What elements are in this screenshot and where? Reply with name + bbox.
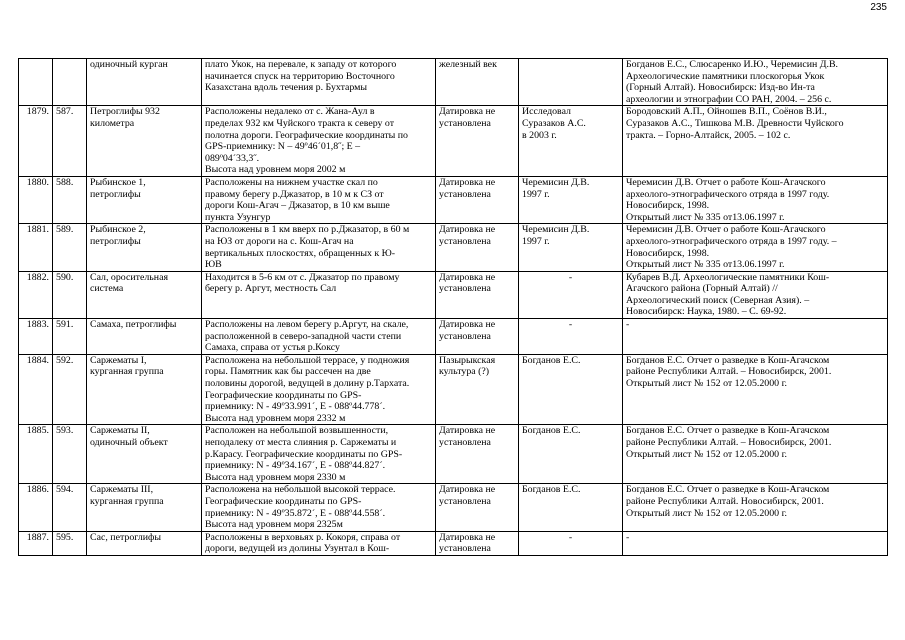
cell-text: 1886. — [26, 484, 49, 496]
cell-line: Расположены в 1 км вверх по р.Джазатор, в 60 м — [205, 224, 410, 236]
cell-line: Исследовал — [522, 106, 571, 118]
cell-text — [56, 59, 83, 71]
cell-line: Расположены на левом берегу р.Аргут, на скале, — [205, 319, 409, 331]
cell-line: археолого-этнографического отряда в 1997 году. – — [626, 235, 837, 247]
cell-text: 1880. — [26, 176, 49, 188]
cell-line: Суразаков А.С., Тишкова М.В. Древности Чуйского — [626, 117, 844, 129]
cell-line: Богданов Е.С. — [522, 354, 581, 366]
cell-line: Расположена на небольшой высокой террасе. — [205, 484, 396, 496]
cell-researcher — [519, 176, 623, 223]
table-row — [19, 106, 888, 177]
cell-dating — [436, 319, 519, 355]
cell-line: 1997 г. — [522, 235, 550, 247]
cell-line: Сас, петроглифы — [90, 531, 162, 543]
cell-monument-name — [87, 354, 202, 425]
cell-text: 590. — [56, 271, 74, 283]
cell-line: Расположена на небольшой террасе, у подножия — [205, 354, 410, 366]
cell-line: Новосибирск, 1998. — [626, 200, 710, 212]
cell-literature — [623, 176, 888, 223]
cell-line: Самаха, справа от устья р.Коксу — [205, 342, 340, 354]
cell-record-number — [19, 531, 53, 555]
cell-text: 592. — [56, 354, 74, 366]
cell-line: Черемисин Д.В. — [522, 224, 590, 236]
table-row — [19, 484, 888, 531]
cell-line: Высота над уровнем моря 2330 м — [205, 471, 346, 483]
cell-dating — [436, 176, 519, 223]
cell-line: Датировка не — [439, 176, 496, 188]
table-body — [19, 59, 888, 556]
cell-line: Высота над уровнем моря 2325м — [205, 519, 343, 531]
cell-monument-number — [53, 224, 87, 271]
table-row — [19, 354, 888, 425]
cell-line: 1997 г. — [522, 188, 550, 200]
cell-researcher — [519, 484, 623, 531]
cell-researcher — [519, 59, 623, 106]
cell-literature — [623, 224, 888, 271]
cell-text: 1879. — [26, 106, 49, 118]
cell-line: районе Республики Алтай. Новосибирск, 2001. — [626, 495, 824, 507]
cell-line: дороги Кош-Агач – Джазатор, в 10 км выше — [205, 200, 390, 212]
cell-line: дороги, ведущей из долины Узунтал в Кош- — [205, 543, 390, 555]
cell-line: Кубарев В.Д. Археологические памятники Кош- — [626, 271, 830, 283]
cell-researcher — [519, 425, 623, 484]
cell-line: GPS-приемнику: N – 49º46´01,8˝; E – — [205, 141, 361, 153]
cell-line: Расположены недалеко от с. Жана-Аул в — [205, 106, 375, 118]
cell-dating — [436, 271, 519, 318]
cell-line: археолого-этнографического отряда в 1997 году. — [626, 188, 830, 200]
cell-monument-name — [87, 271, 202, 318]
cell-record-number — [19, 484, 53, 531]
cell-line: половины дорогой, ведущей в долину р.Тархата. — [205, 378, 410, 390]
cell-line: Географические координаты по GPS- — [205, 389, 362, 401]
cell-line: культура (?) — [439, 366, 490, 378]
cell-researcher — [519, 106, 623, 177]
cell-line: одиночный курган — [90, 59, 168, 70]
cell-line: Расположены в верховьях р. Кокоря, справа от — [205, 531, 401, 543]
cell-text: 594. — [56, 484, 74, 496]
cell-text: 595. — [56, 531, 74, 543]
cell-line: одиночный объект — [90, 437, 168, 448]
cell-line: курганная группа — [90, 366, 164, 378]
cell-text: 593. — [56, 425, 74, 437]
cell-line: (Горный Алтай). Новосибирск: Изд-во Ин-та — [626, 82, 815, 94]
cell-line: петроглифы — [90, 188, 141, 200]
cell-monument-number — [53, 271, 87, 318]
cell-line: неподалеку от места слияния р. Саржематы и — [205, 437, 397, 448]
cell-line: установлена — [439, 188, 491, 200]
cell-line: Датировка не — [439, 425, 496, 437]
cell-location — [202, 484, 436, 531]
cell-location — [202, 271, 436, 318]
cell-dating — [436, 224, 519, 271]
cell-researcher — [519, 271, 623, 318]
cell-monument-name — [87, 176, 202, 223]
cell-line: приемнику: N - 49º34.167´, E - 088º44.827´. — [205, 460, 386, 472]
cell-monument-name — [87, 531, 202, 555]
cell-line: Географические координаты по GPS- — [205, 495, 362, 507]
cell-record-number — [19, 106, 53, 177]
cell-line: Рыбинское 2, — [90, 224, 146, 236]
cell-record-number — [19, 425, 53, 484]
cell-line: Саржематы II, — [90, 425, 150, 437]
cell-text: 1885. — [26, 425, 49, 437]
cell-literature — [623, 319, 888, 355]
cell-text: 589. — [56, 224, 74, 236]
cell-monument-number — [53, 484, 87, 531]
cell-line: Новосибирск: Наука, 1980. – С. 69-92. — [626, 306, 787, 318]
cell-line: Богданов Е.С. — [522, 425, 581, 437]
cell-line: Археологический поиск (Северная Азия). – — [626, 294, 810, 306]
table-row — [19, 425, 888, 484]
cell-line: Бородовский А.П., Ойношев В.П., Соёнов В.И., — [626, 106, 827, 118]
cell-literature — [623, 271, 888, 318]
cell-line: Расположен на небольшой возвышенности, — [205, 425, 389, 437]
cell-record-number — [19, 59, 53, 106]
cell-line: Открытый лист № 335 от13.06.1997 г. — [626, 259, 785, 271]
cell-dating — [436, 59, 519, 106]
table-row — [19, 319, 888, 355]
cell-line: Петроглифы 932 — [90, 106, 160, 118]
cell-line: Рыбинское 1, — [90, 176, 146, 188]
cell-line: на ЮЗ от дороги на с. Кош-Агач на — [205, 235, 354, 247]
cell-line: приемнику: N - 49º33.991´, E - 088º44.778´. — [205, 401, 386, 413]
cell-line: в 2003 г. — [522, 129, 557, 141]
cell-monument-name — [87, 224, 202, 271]
cell-location — [202, 531, 436, 555]
cell-literature — [623, 106, 888, 177]
cell-line: Агачского района (Горный Алтай) // — [626, 283, 778, 295]
table-row — [19, 59, 888, 106]
cell-literature — [623, 425, 888, 484]
cell-line: тракта. – Горно-Алтайск, 2005. – 102 с. — [626, 129, 791, 141]
cell-record-number — [19, 354, 53, 425]
cell-monument-number — [53, 59, 87, 106]
cell-monument-name — [87, 484, 202, 531]
cell-monument-name — [87, 59, 202, 106]
cell-monument-number — [53, 106, 87, 177]
cell-line: установлена — [439, 283, 491, 295]
cell-line: Находится в 5-6 км от с. Джазатор по правому — [205, 271, 400, 283]
cell-researcher — [519, 531, 623, 555]
cell-record-number — [19, 176, 53, 223]
cell-line: Черемисин Д.В. Отчет о работе Кош-Агачского — [626, 176, 826, 188]
cell-line: археологии и этнографии СО РАН, 2004. – 256 с. — [626, 93, 832, 105]
cell-line: Археологические памятники плоскогорья Укок — [626, 70, 825, 82]
cell-line: полотна дороги. Географические координаты по — [205, 129, 408, 141]
cell-line: Датировка не — [439, 271, 496, 283]
table-row — [19, 531, 888, 555]
cell-text: 591. — [56, 319, 74, 331]
cell-dating — [436, 425, 519, 484]
cell-literature — [623, 484, 888, 531]
cell-line: - — [568, 319, 573, 331]
cell-monument-number — [53, 319, 87, 355]
cell-line: пределах 932 км Чуйского тракта к северу от — [205, 117, 395, 129]
cell-monument-name — [87, 319, 202, 355]
cell-line: Датировка не — [439, 106, 496, 118]
cell-line: плато Укок, на перевале, к западу от которого — [205, 59, 397, 70]
table-row — [19, 271, 888, 318]
page-number: 235 — [870, 2, 887, 13]
cell-line: Богданов Е.С. Отчет о разведке в Кош-Агачском — [626, 425, 830, 437]
cell-line: километра — [90, 117, 135, 129]
cell-line: пункта Узунгур — [205, 211, 271, 223]
cell-line: Казахстана вдоль течения р. Бухтармы — [205, 82, 368, 94]
cell-line: Черемисин Д.В. — [522, 176, 590, 188]
cell-location — [202, 224, 436, 271]
cell-line: приемнику: N - 49º35.872´, E - 088º44.558´. — [205, 507, 386, 519]
cell-line: Датировка не — [439, 319, 496, 331]
table-row — [19, 176, 888, 223]
cell-line: Датировка не — [439, 484, 496, 496]
cell-record-number — [19, 224, 53, 271]
cell-line: Черемисин Д.В. Отчет о работе Кош-Агачского — [626, 224, 826, 236]
cell-location — [202, 106, 436, 177]
cell-line: правому берегу р.Джазатор, в 10 м к СЗ от — [205, 188, 384, 200]
cell-line: Богданов Е.С. — [522, 484, 581, 496]
cell-literature — [623, 531, 888, 555]
cell-literature — [623, 59, 888, 106]
cell-text — [22, 59, 49, 71]
cell-text: 1887. — [26, 531, 49, 543]
cell-line: - — [626, 319, 630, 331]
cell-line: начинается спуск на территорию Восточного — [205, 70, 395, 82]
cell-dating — [436, 106, 519, 177]
cell-researcher — [519, 224, 623, 271]
cell-line: Открытый лист № 152 от 12.05.2000 г. — [626, 507, 787, 519]
cell-text: 1884. — [26, 354, 49, 366]
cell-monument-number — [53, 176, 87, 223]
cell-line: Расположены на нижнем участке скал по — [205, 176, 378, 188]
cell-line: установлена — [439, 235, 491, 247]
cell-line: Датировка не — [439, 531, 496, 543]
cell-line: - — [568, 271, 573, 283]
cell-text: 1882. — [26, 271, 49, 283]
cell-researcher — [519, 319, 623, 355]
cell-line: Самаха, петроглифы — [90, 319, 177, 331]
cell-monument-name — [87, 106, 202, 177]
cell-line: Открытый лист № 152 от 12.05.2000 г. — [626, 448, 787, 460]
cell-text: 1881. — [26, 224, 49, 236]
monument-registry-table — [18, 58, 888, 556]
cell-line: - — [568, 531, 573, 543]
cell-line: Богданов Е.С. Отчет о разведке в Кош-Агачском — [626, 484, 830, 496]
cell-line: Сал, оросительная — [90, 271, 168, 283]
cell-line: районе Республики Алтай. – Новосибирск, 2001. — [626, 366, 832, 378]
cell-line: Высота над уровнем моря 2332 м — [205, 412, 346, 424]
cell-line: установлена — [439, 330, 491, 342]
cell-line: ЮВ — [205, 259, 222, 271]
cell-line: вертикальных плоскостях, обращенных к Ю- — [205, 247, 396, 259]
cell-line — [522, 59, 619, 71]
cell-line: Датировка не — [439, 224, 496, 236]
cell-line: курганная группа — [90, 495, 164, 507]
cell-monument-number — [53, 354, 87, 425]
cell-monument-number — [53, 531, 87, 555]
cell-text: 588. — [56, 176, 74, 188]
cell-line: Суразаков А.С. — [522, 117, 586, 129]
cell-location — [202, 176, 436, 223]
cell-text: 587. — [56, 106, 74, 118]
cell-line: Высота над уровнем моря 2002 м — [205, 164, 346, 176]
cell-line: установлена — [439, 117, 491, 129]
cell-line: установлена — [439, 543, 491, 555]
cell-line: железный век — [439, 59, 497, 70]
cell-literature — [623, 354, 888, 425]
cell-dating — [436, 484, 519, 531]
cell-line: горы. Памятник как бы рассечен на две — [205, 366, 371, 378]
cell-line: система — [90, 283, 124, 295]
cell-location — [202, 425, 436, 484]
cell-line: - — [626, 531, 630, 543]
cell-line: районе Республики Алтай. – Новосибирск, 2001. — [626, 437, 832, 448]
cell-line: Саржематы I, — [90, 354, 147, 366]
cell-line: петроглифы — [90, 235, 141, 247]
cell-monument-name — [87, 425, 202, 484]
cell-line: Пазырыкская — [439, 354, 496, 366]
cell-line: Новосибирск, 1998. — [626, 247, 710, 259]
table-row — [19, 224, 888, 271]
cell-dating — [436, 354, 519, 425]
cell-location — [202, 59, 436, 106]
cell-location — [202, 354, 436, 425]
cell-location — [202, 319, 436, 355]
cell-researcher — [519, 354, 623, 425]
cell-line: Открытый лист № 152 от 12.05.2000 г. — [626, 378, 787, 390]
cell-line: установлена — [439, 437, 491, 448]
cell-line: Открытый лист № 335 от13.06.1997 г. — [626, 211, 785, 223]
cell-line: расположенной в северо-западной части степи — [205, 330, 402, 342]
cell-line: 089º04´33,3˝. — [205, 152, 260, 164]
cell-line: Богданов Е.С. Отчет о разведке в Кош-Агачском — [626, 354, 830, 366]
cell-line: берегу р. Аргут, местность Сал — [205, 283, 337, 295]
cell-dating — [436, 531, 519, 555]
cell-record-number — [19, 271, 53, 318]
cell-monument-number — [53, 425, 87, 484]
cell-text: 1883. — [26, 319, 49, 331]
cell-record-number — [19, 319, 53, 355]
cell-line: Саржематы III, — [90, 484, 154, 496]
cell-line: установлена — [439, 495, 491, 507]
cell-line: Богданов Е.С., Слюсаренко И.Ю., Черемисин Д.В. — [626, 59, 838, 70]
cell-line: р.Карасу. Географические координаты по GPS- — [205, 448, 403, 460]
